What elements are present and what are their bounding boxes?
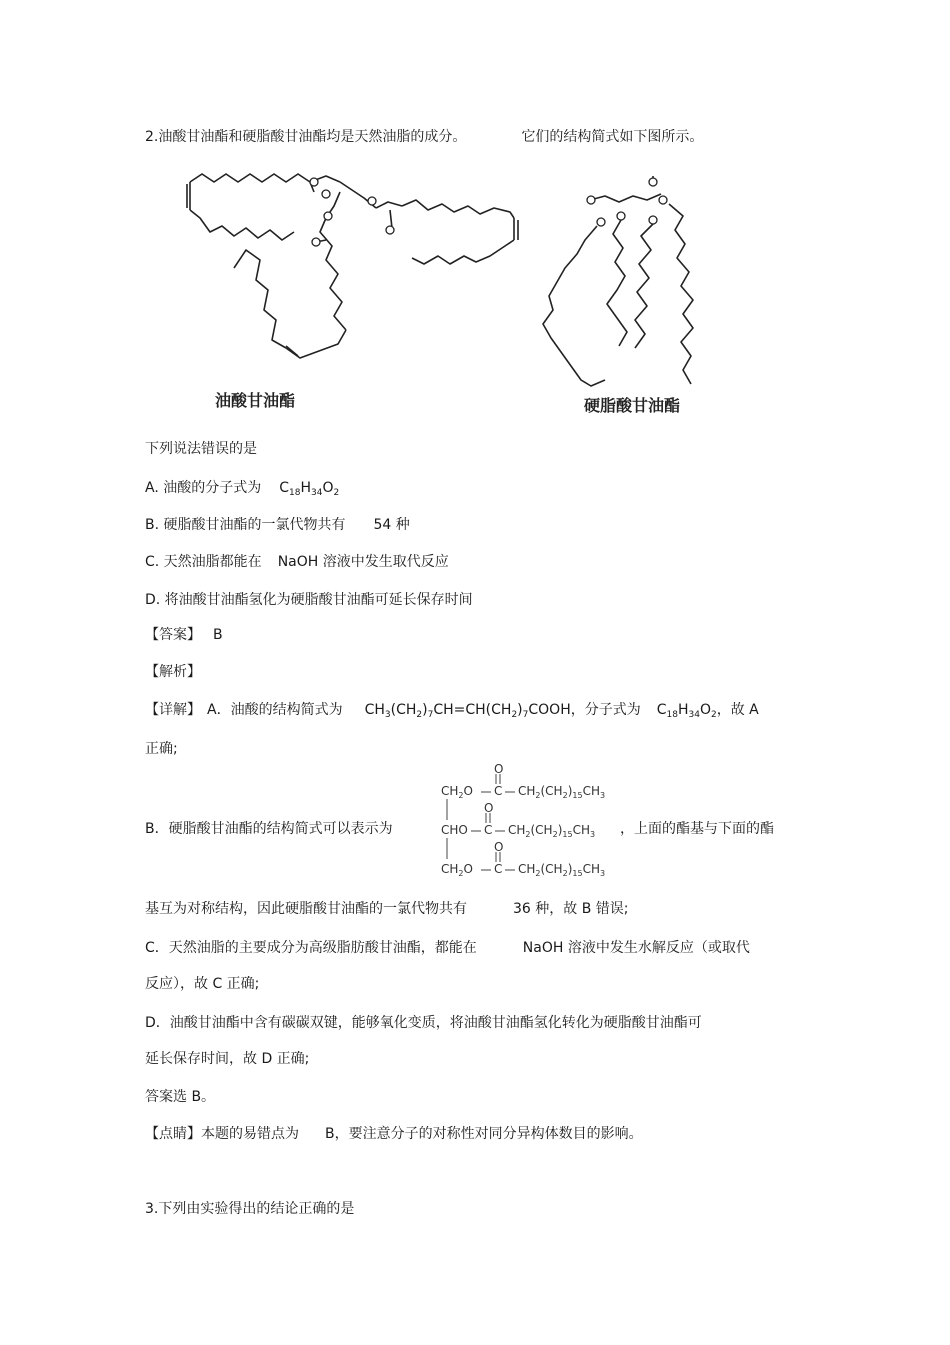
tip-line [145,1125,643,1143]
glyceryl-oleate-structure [180,170,540,385]
oleic-acid-molecular-formula: $C_{18}H_{34}O_2$ [656,702,717,720]
tip-text-2: B，要注意分子的对称性对同分异构体数目的影响。 [325,1126,643,1142]
glyceryl-oleate-label: 油酸甘油酯 [215,391,296,410]
question-2-title-part-b: 它们的结构简式如下图所示。 [521,129,704,145]
carbonyl-oxygen-1: O [494,762,504,776]
detail-b: B．硬脂酸甘油酯的结构简式可以表示为 [145,821,393,837]
struct-row-1-right: $CH_2(CH_2)_{15}CH_3$ [518,784,606,800]
detail-b-continued [145,900,629,918]
option-c-text-2: NaOH 溶液中发生取代反应 [277,554,449,570]
carbonyl-oxygen-3: O [494,840,504,854]
tip-tag: 【点睛】 [145,1126,201,1142]
option-c-text: C. 天然油脂都能在 [145,554,262,570]
answer-value: B [213,627,223,643]
detail-a-continued: 正确; [145,741,178,757]
struct-row-1-left: $CH_2O$ [441,784,473,800]
analysis-tag: 【解析】 [145,664,201,680]
detail-a-text-2: ，分子式为 [570,702,641,718]
struct-row-2-carbon: C [484,823,493,837]
carbonyl-oxygen-2: O [484,801,494,815]
question-stem: 下列说法错误的是 [145,441,257,457]
detail-b-text-3: 基互为对称结构，因此硬脂酸甘油酯的一氯代物共有 [145,901,467,917]
detail-c-continued: 反应），故 C 正确; [145,976,260,992]
detail-c [145,939,750,957]
detail-c-text-2: NaOH 溶液中发生水解反应（或取代 [522,940,750,956]
struct-row-2-right: $CH_2(CH_2)_{15}CH_3$ [508,823,596,839]
detail-a [145,701,759,719]
detail-tag: 【详解】 [145,702,201,718]
struct-row-3-right: $CH_2(CH_2)_{15}CH_3$ [518,862,606,878]
glyceryl-stearate-structure [535,170,715,390]
option-a-text: A. 油酸的分子式为 [145,480,262,496]
option-b [145,516,410,534]
option-b-text: B. 硬脂酸甘油酯的一氯代物共有 [145,517,346,533]
detail-d-continued: 延长保存时间，故 D 正确; [145,1051,310,1067]
question-2-title [145,128,703,146]
answer-tag: 【答案】 [145,627,201,643]
conclusion: 答案选 B。 [145,1089,216,1105]
detail-c-text: C．天然油脂的主要成分为高级脂肪酸甘油酯，都能在 [145,940,477,956]
question-3-title: 3.下列由实验得出的结论正确的是 [145,1201,355,1217]
tip-text: 本题的易错点为 [201,1126,299,1142]
detail-b-text-4: 36 种，故 B 错误; [513,901,629,917]
struct-row-3-left: $CH_2O$ [441,862,473,878]
oleic-acid-structural-formula: $CH_3(CH_2)_7CH=CH(CH_2)_7COOH$ [364,702,571,720]
question-2-title-part-a: 2.油酸甘油酯和硬脂酸甘油酯均是天然油脂的成分。 [145,129,467,145]
struct-row-3-carbon: C [494,862,503,876]
option-d: D. 将油酸甘油酯氢化为硬脂酸甘油酯可延长保存时间 [145,592,473,608]
detail-a-text: A．油酸的结构简式为 [207,702,343,718]
detail-b-text-2: ，上面的酯基与下面的酯 [620,821,774,837]
option-c [145,553,449,571]
detail-d: D．油酸甘油酯中含有碳碳双键，能够氧化变质，将油酸甘油酯氢化转化为硬脂酸甘油酯可 [145,1015,702,1031]
option-b-count: 54 种 [373,517,410,533]
glyceryl-stearate-label: 硬脂酸甘油酯 [584,396,681,415]
option-a-formula: $C_{18}H_{34}O_2$ [279,480,340,498]
struct-row-2-left: CHO [441,823,468,837]
detail-a-text-3: ，故 A [716,702,759,718]
option-a [145,479,339,497]
struct-row-1-carbon: C [494,784,503,798]
answer-line [145,626,223,644]
